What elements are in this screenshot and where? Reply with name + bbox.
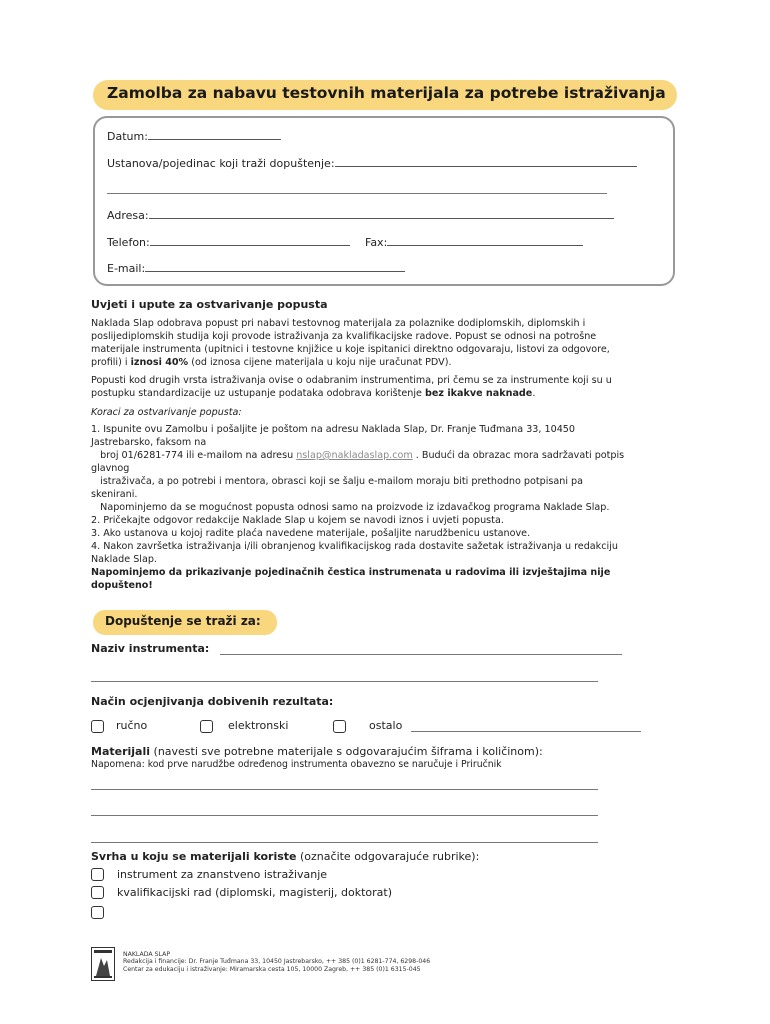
discount-amount: iznosi 40% xyxy=(130,357,189,368)
ustanova-field[interactable] xyxy=(335,156,637,167)
materijali-line[interactable] xyxy=(91,815,598,816)
naziv-label: Naziv instrumenta: xyxy=(91,642,210,655)
ustanova-field-line2[interactable] xyxy=(107,193,607,194)
step-text: broj 01/6281-774 ili e-mailom na adresu xyxy=(91,450,297,461)
email-link[interactable]: nslap@nakladaslap.com xyxy=(296,450,413,461)
adresa-row xyxy=(107,208,614,222)
p1-line: poslijediplomskih studija koji provode istraživanja za kvalifikacijske radove. Popust se odnosi na potrošne xyxy=(91,331,597,342)
telefon-label: Telefon: xyxy=(107,236,150,249)
footer-address-2: Centar za edukaciju i istraživanje: Miramarska cesta 105, 10000 Zagreb, ++ 385 (0)1 6315-045 xyxy=(123,965,421,973)
purpose-thesis-checkbox[interactable] xyxy=(91,886,104,899)
purpose-research-checkbox[interactable] xyxy=(91,868,104,881)
naziv-field-line2[interactable] xyxy=(91,681,598,682)
naziv-field[interactable] xyxy=(220,654,622,655)
footer-name: NAKLADA SLAP xyxy=(123,951,171,958)
p2-text: postupku standardizacije uz ustupanje podataka odobrava korištenje xyxy=(91,388,426,399)
telefon-field[interactable] xyxy=(150,235,350,246)
step-text: . Budući da obrazac mora sadržavati potpis xyxy=(412,450,625,461)
steps-list xyxy=(91,423,691,592)
adresa-label: Adresa: xyxy=(107,209,149,222)
step-line xyxy=(91,449,691,462)
telefon-row xyxy=(107,235,350,249)
materijali-note: (navesti sve potrebne materijale s odgovarajućim šiframa i količinom): xyxy=(150,745,543,758)
steps-heading: Koraci za ostvarivanje popusta: xyxy=(91,407,242,418)
conditions-paragraph-1 xyxy=(91,317,691,369)
materijali-label xyxy=(91,745,543,758)
datum-row xyxy=(107,129,281,143)
email-label: E-mail: xyxy=(107,262,146,275)
footer-address-1: Redakcija i financije: Dr. Franje Tuđmana 33, 10450 Jastrebarsko, ++ 385 (0)1 6281-774, 6298-046 xyxy=(123,958,431,966)
email-field[interactable] xyxy=(145,261,405,272)
step-line: skenirani. xyxy=(91,489,138,500)
p1-text: (od iznosa cijene materijala u koju nije uračunat PDV). xyxy=(188,357,452,368)
elektronski-label: elektronski xyxy=(228,719,289,732)
p1-line xyxy=(91,356,691,369)
step-line: istraživača, a po potrebi i mentora, obrasci koji se šalju e-mailom moraju biti prethodno potpisani pa xyxy=(91,476,584,487)
logo-icon xyxy=(92,948,114,980)
fax-row xyxy=(365,235,583,249)
rucno-checkbox[interactable] xyxy=(91,720,104,733)
warning-line: dopušteno! xyxy=(91,580,153,591)
materijali-bold: Materijali xyxy=(91,745,151,758)
ostalo-checkbox[interactable] xyxy=(333,720,346,733)
ostalo-field[interactable] xyxy=(411,731,641,732)
free-of-charge-text: bez ikakve naknade xyxy=(425,388,533,399)
conditions-heading: Uvjeti i upute za ostvarivanje popusta xyxy=(91,298,328,311)
purpose-other-checkbox[interactable] xyxy=(91,906,104,919)
datum-label: Datum: xyxy=(107,130,148,143)
fax-label: Fax: xyxy=(365,236,388,249)
step-line: Jastrebarsko, faksom na xyxy=(91,437,207,448)
rucno-label: ručno xyxy=(116,719,148,732)
step-line: 4. Nakon završetka istraživanja i/ili obranjenog kvalifikacijskog rada dostavite sažetak istraživanja u redakciju xyxy=(91,541,618,552)
step-line: 2. Pričekajte odgovor redakcije Naklade Slap u kojem se navodi iznos i uvjeti popusta. xyxy=(91,515,504,526)
step-line: Napominjemo da se mogućnost popusta odnosi samo na proizvode iz izdavačkog programa Naklade Slap. xyxy=(91,502,610,513)
materijali-line[interactable] xyxy=(91,842,598,843)
step-line: glavnog xyxy=(91,463,130,474)
svrha-bold: Svrha u koju se materijali koriste xyxy=(91,850,297,863)
p2-line xyxy=(91,387,691,400)
napomena-text: Napomena: kod prve narudžbe određenog instrumenta obavezno se naručuje i Priručnik xyxy=(91,759,502,770)
ostalo-label: ostalo xyxy=(369,719,403,732)
conditions-paragraph-2 xyxy=(91,374,691,400)
step-line: 1. Ispunite ovu Zamolbu i pošaljite je poštom na adresu Naklada Slap, Dr. Franje Tuđmana 33, 10450 xyxy=(91,424,576,435)
p2-line: Popusti kod drugih vrsta istraživanja ovise o odabranim instrumentima, pri čemu se za instrumente koji su u xyxy=(91,375,612,386)
step-line: 3. Ako ustanova u kojoj radite plaća navedene materijale, pošaljite narudžbenicu ustanove. xyxy=(91,528,531,539)
elektronski-checkbox[interactable] xyxy=(200,720,213,733)
ustanova-label: Ustanova/pojedinac koji traži dopuštenje: xyxy=(107,157,335,170)
nacin-label: Način ocjenjivanja dobivenih rezultata: xyxy=(91,695,334,708)
ustanova-row xyxy=(107,156,637,170)
step-line: Naklade Slap. xyxy=(91,554,157,565)
fax-field[interactable] xyxy=(387,235,583,246)
p1-line: materijale instrumenta (upitnici i testovne knjižice u koje ispitanici direktno odgovaraju, listovi za odgovore, xyxy=(91,344,610,355)
svrha-note: (označite odgovarajuće rubrike): xyxy=(296,850,480,863)
email-row xyxy=(107,261,405,275)
svrha-label xyxy=(91,850,479,863)
purpose-research-label: instrument za znanstveno istraživanje xyxy=(117,868,328,881)
footer-block xyxy=(123,951,430,973)
p2-text: . xyxy=(532,388,536,399)
datum-field[interactable] xyxy=(148,129,281,140)
page-title: Zamolba za nabavu testovnih materijala za potrebe istraživanja xyxy=(107,84,666,102)
adresa-field[interactable] xyxy=(149,208,614,219)
purpose-thesis-label: kvalifikacijski rad (diplomski, magisterij, doktorat) xyxy=(117,886,393,899)
warning-line: Napominjemo da prikazivanje pojedinačnih čestica instrumenata u radovima ili izvještajima nije xyxy=(91,567,611,578)
naklada-slap-logo xyxy=(91,947,115,981)
p1-line: Naklada Slap odobrava popust pri nabavi testovnog materijala za polaznike dodiplomskih, diplomskih i xyxy=(91,318,586,329)
materijali-line[interactable] xyxy=(91,789,598,790)
p1-text: profili) i xyxy=(91,357,131,368)
permission-heading: Dopuštenje se traži za: xyxy=(105,614,261,628)
